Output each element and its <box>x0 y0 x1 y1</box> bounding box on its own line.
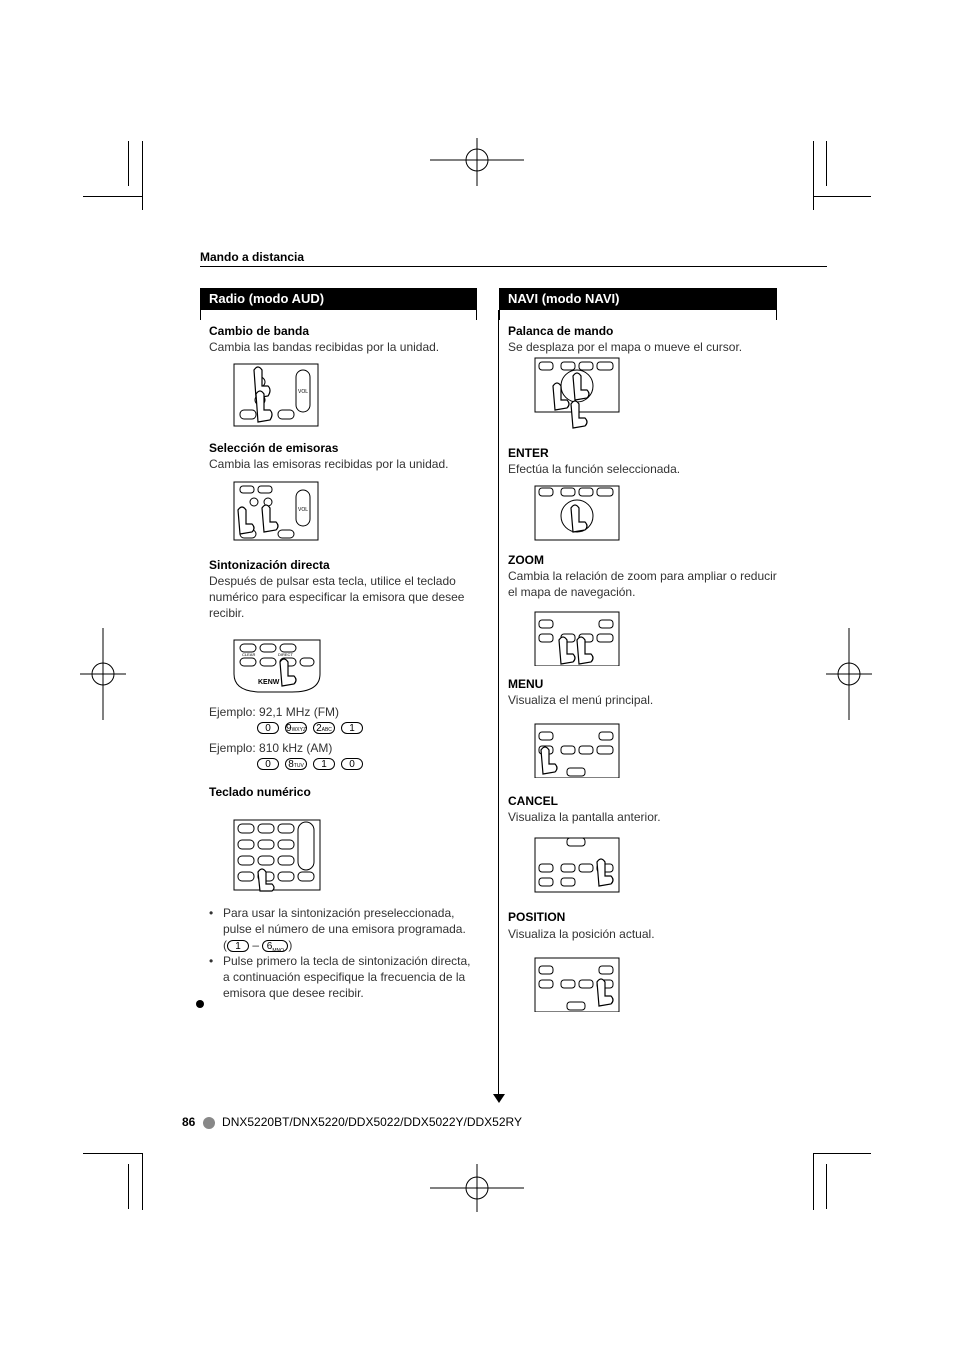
column-divider <box>498 310 499 1094</box>
example-am-keys <box>257 758 369 770</box>
registration-mark-bottom <box>430 1164 524 1212</box>
brand-logo: KENW <box>258 679 280 686</box>
left-item-text: Cambia las bandas recibidas por la unidad. <box>209 340 440 354</box>
crop-mark <box>142 141 143 210</box>
right-item-text: Visualiza la posición actual. <box>508 927 655 941</box>
bullet-dot: • <box>209 906 214 920</box>
example-fm-keys <box>257 722 369 734</box>
right-item-text: Visualiza la pantalla anterior. <box>508 810 661 824</box>
header-rule <box>200 266 827 267</box>
key-8: 8TUV <box>285 758 307 770</box>
example-fm-label: Ejemplo: 92,1 MHz (FM) <box>209 705 340 719</box>
right-item-heading: MENU <box>508 677 544 691</box>
left-bullet-list <box>209 905 474 1001</box>
bullet-dot: • <box>209 954 214 968</box>
crop-mark <box>142 1153 143 1210</box>
right-item-heading: ENTER <box>508 446 549 460</box>
key-1: 1 <box>313 758 335 770</box>
left-item-text: Cambia las emisoras recibidas por la unidad. <box>209 457 449 471</box>
crop-mark <box>813 196 871 197</box>
remote-figure-position <box>533 956 623 1012</box>
right-item-text: Efectúa la función seleccionada. <box>508 462 681 476</box>
crop-mark <box>128 1164 129 1209</box>
crop-mark <box>83 1153 143 1154</box>
section-header: Mando a distancia <box>200 250 305 264</box>
vol-label: VOL <box>298 507 309 513</box>
remote-figure-joystick <box>533 356 623 430</box>
key-1: 1 <box>227 940 249 952</box>
right-section-title: NAVI (modo NAVI) <box>499 288 777 310</box>
right-item-heading: CANCEL <box>508 794 558 808</box>
vol-label: VOL <box>298 389 309 395</box>
remote-figure-direct <box>232 638 322 694</box>
right-section-frame <box>499 310 777 320</box>
remote-figure-cancel <box>533 836 623 894</box>
crop-mark <box>813 141 814 210</box>
crop-mark <box>826 141 827 186</box>
remote-figure-numpad <box>232 818 322 892</box>
right-item-heading: ZOOM <box>508 553 544 567</box>
left-item-heading: Cambio de banda <box>209 324 310 338</box>
column-end-dot <box>196 1000 204 1008</box>
model-list: DNX5220BT/DNX5220/DDX5022/DDX5022Y/DDX52RY <box>222 1115 522 1129</box>
key-0: 0 <box>257 758 279 770</box>
footer-dot-icon <box>203 1117 215 1129</box>
key-0: 0 <box>257 722 279 734</box>
example-am-label: Ejemplo: 810 kHz (AM) <box>209 741 333 755</box>
registration-mark-right <box>826 628 872 720</box>
key-0: 0 <box>341 758 363 770</box>
key-2: 2ABC <box>313 722 335 734</box>
key-9: 9WXYZ <box>286 723 307 734</box>
right-item-text: Cambia la relación de zoom para ampliar o reducir el mapa de navegación. <box>508 569 777 599</box>
crop-mark <box>813 1153 871 1154</box>
crop-mark <box>128 141 129 186</box>
remote-figure-menu <box>533 722 623 778</box>
bullet-item: • Para usar la sintonización preseleccionada, pulse el número de una emisora programada. ( $1 - 6_{MNO}$ ) <box>209 906 466 954</box>
remote-figure-enter <box>533 484 623 542</box>
crop-mark <box>83 196 143 197</box>
left-section-title: Radio (modo AUD) <box>200 288 477 310</box>
direct-label: DIRECT <box>278 652 293 657</box>
left-item-heading: Teclado numérico <box>209 785 311 799</box>
bullet-item: • Pulse primero la tecla de sintonización directa, a continuación especifique la frecuencia de la emisora que desee recibir. <box>209 954 471 1000</box>
right-item-text: Visualiza el menú principal. <box>508 693 654 707</box>
right-item-text: Se desplaza por el mapa o mueve el cursor. <box>508 340 743 354</box>
page-footer <box>182 1115 522 1129</box>
clear-label: CLEAR <box>242 652 256 657</box>
registration-mark-top <box>430 138 524 186</box>
registration-mark-left <box>80 628 126 720</box>
page-number: 86 <box>182 1115 196 1129</box>
key-1: 1 <box>341 722 363 734</box>
right-item-heading: POSITION <box>508 910 566 924</box>
remote-figure-zoom <box>533 610 623 666</box>
remote-figure-seek <box>232 480 320 542</box>
left-section-frame <box>200 310 477 320</box>
arrow-down-icon <box>493 1094 505 1104</box>
left-item-text: Después de pulsar esta tecla, utilice el teclado numérico para especificar la emisora que desee recibir. <box>209 574 465 620</box>
crop-mark <box>813 1153 814 1210</box>
key-6: $6_{MNO}$ <box>262 940 288 952</box>
remote-figure-band <box>232 360 320 428</box>
left-item-heading: Sintonización directa <box>209 558 330 572</box>
left-item-heading: Selección de emisoras <box>209 441 339 455</box>
crop-mark <box>826 1164 827 1209</box>
right-item-heading: Palanca de mando <box>508 324 614 338</box>
